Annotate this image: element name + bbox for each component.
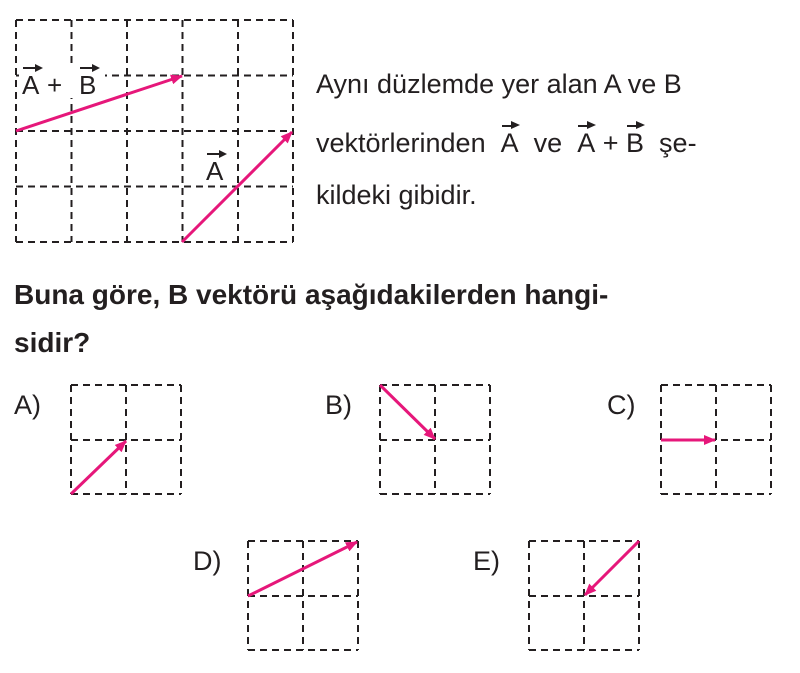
- option-a-label[interactable]: A): [14, 390, 41, 420]
- option-a-arrow: [71, 441, 126, 494]
- sum-label-b: B: [79, 70, 97, 100]
- vector-a-symbol-2: A: [577, 128, 596, 158]
- option-d-label[interactable]: D): [193, 546, 222, 576]
- option-c-label[interactable]: C): [607, 390, 636, 420]
- prompt-line-1: Buna göre, B vektörü aşağıdakilerden hangi-: [14, 279, 609, 310]
- question-line-1: Aynı düzlemde yer alan A ve B: [316, 69, 682, 99]
- main-grid: [16, 20, 293, 242]
- sum-label-a: A: [22, 70, 40, 100]
- question-line-2: vektörlerinden A ve A + B şe-: [316, 128, 697, 158]
- option-e-label[interactable]: E): [473, 546, 500, 576]
- vector-b-symbol: B: [626, 128, 645, 158]
- sum-label-plus: +: [47, 70, 63, 100]
- option-b-arrow: [380, 385, 435, 439]
- vector-a-symbol: A: [500, 128, 519, 158]
- option-b-label[interactable]: B): [325, 390, 352, 420]
- prompt-line-2: sidir?: [14, 327, 91, 358]
- option-e-arrow: [585, 541, 639, 595]
- option-d-arrow: [248, 542, 357, 596]
- vector-a-label: A: [206, 156, 224, 186]
- question-line-3: kildeki gibidir.: [316, 180, 477, 210]
